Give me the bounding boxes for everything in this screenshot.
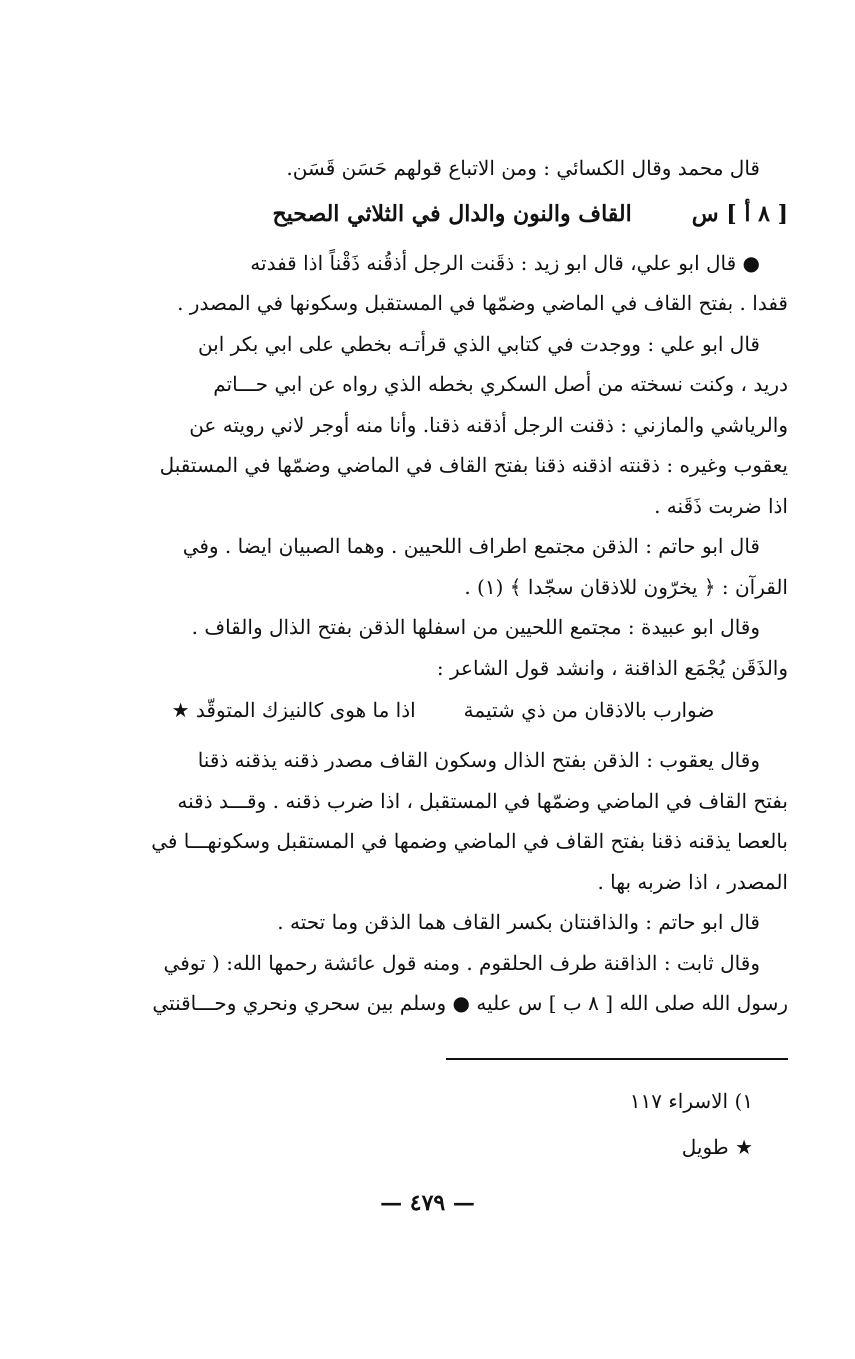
text-line: قال ابو علي : ووجدت في كتابي الذي قرأتـه بخطي على ابي بكر ابن xyxy=(197,331,760,356)
text-line: وقال يعقوب : الذقن بفتح الذال وسكون القاف مصدر ذقنه يذقنه ذقنا xyxy=(197,748,760,772)
text-line: وقال ابو عبيدة : مجتمع اللحيين من اسفلها الذقن بفتح الذال والقاف . xyxy=(191,615,760,639)
opening-line: قال محمد وقال الكسائي : ومن الاتباع قولهم حَسَن قَسَن. xyxy=(286,156,760,180)
text-line: والذَقَن يُجْمَع الذاقنة ، وانشد قول الشاعر : xyxy=(436,655,788,680)
paragraphs-part-2 xyxy=(108,740,788,1024)
poetry-verse xyxy=(108,688,788,732)
verse-first-hemistich: ضوارب بالاذقان من ذي شتيمة xyxy=(463,698,715,722)
manuscript-folio-reference: [ ٨ أ ] س xyxy=(691,201,788,228)
text-line: قال ابو حاتم : الذقن مجتمع اطراف اللحيين . وهما الصبيان ايضا . وفي xyxy=(182,534,760,558)
text-line: دريد ، وكنت نسخته من أصل السكري بخطه الذي رواه عن ابي حـــاتم xyxy=(213,372,788,396)
footnote-divider xyxy=(446,1058,788,1060)
section-title: القاف والنون والدال في الثلاثي الصحيح xyxy=(272,201,632,228)
footnotes xyxy=(353,1078,753,1170)
text-line: بفتح القاف في الماضي وضمّها في المستقبل ، اذا ضرب ذقنه . وقـــد ذقنه xyxy=(177,788,788,813)
text-line: بالعصا يذقنه ذقنا بفتح القاف في الماضي وضمها في المستقبل وسكونهـــا في xyxy=(151,829,788,853)
footnote-2: ★ طويل xyxy=(681,1135,753,1159)
main-text xyxy=(108,148,788,1024)
text-line: اذا ضربت ذَقَنه . xyxy=(654,493,788,518)
text-line: رسول الله صلى الله [ ٨ ب ] س عليه ● وسلم بين سحري ونحري وحـــاقنتي xyxy=(152,991,788,1015)
section-heading xyxy=(108,189,788,241)
text-line: القرآن : ﴿ يخرّون للاذقان سجّدا ﴾ (١) . xyxy=(464,574,788,599)
text-line: وقال ثابت : الذاقنة طرف الحلقوم . ومنه قول عائشة رحمها الله: ( توفي xyxy=(163,950,760,975)
text-line: قال ابو حاتم : والذاقنتان بكسر القاف هما الذقن وما تحته . xyxy=(277,910,760,934)
text-line: قفدا . بفتح القاف في الماضي وضمّها في المستقبل وسكونها في المصدر . xyxy=(177,291,788,315)
text-line: ● قال ابو علي، قال ابو زيد : ذقَنت الرجل أذقُنه ذَقْناً اذا قفدته xyxy=(250,250,760,275)
footnote-1: ١) الاسراء ١١٧ xyxy=(629,1089,753,1113)
verse-second-hemistich: اذا ما هوى كالنيزك المتوقّد ★ xyxy=(171,698,416,722)
page-number: — ٤٧٩ — xyxy=(380,1190,475,1216)
paragraphs-part-1 xyxy=(108,243,788,689)
text-line: والرياشي والمازني : ذقنت الرجل أذقنه ذقنا. وأنا منه أوجر لاني رويته عن xyxy=(189,412,788,437)
text-line: يعقوب وغيره : ذقنته اذقنه ذقنا بفتح القاف في الماضي وضمّها في المستقبل xyxy=(159,453,788,477)
text-line: المصدر ، اذا ضربه بها . xyxy=(597,869,788,894)
